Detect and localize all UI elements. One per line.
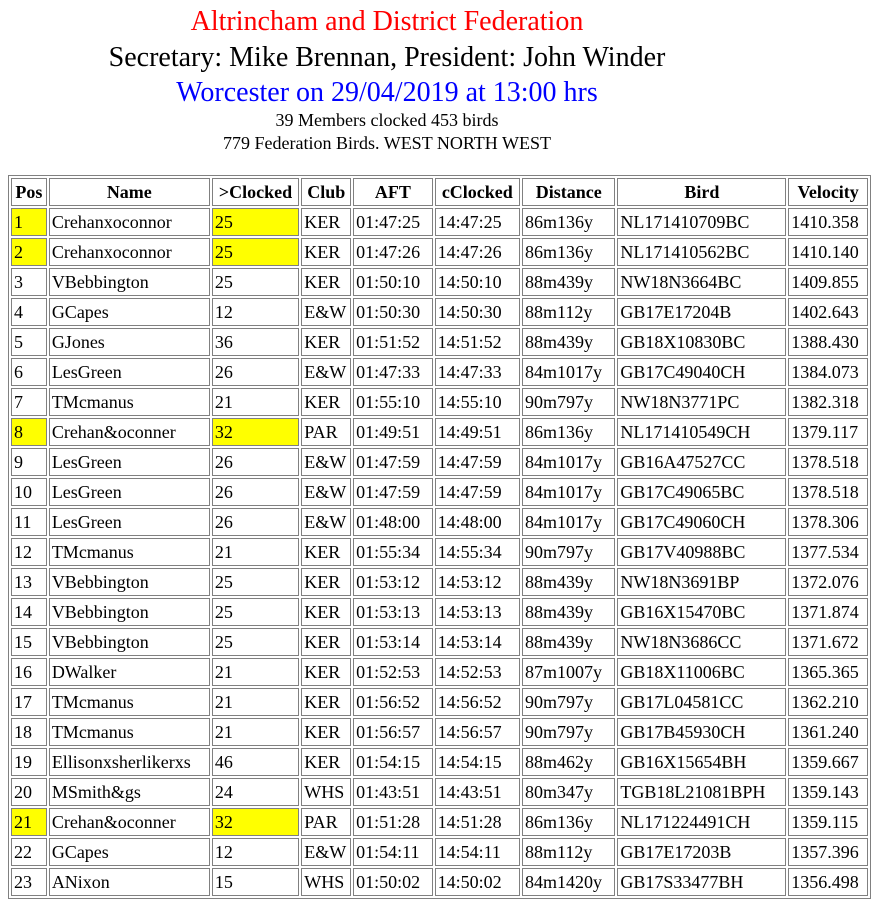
results-body [11, 208, 868, 896]
table-row [11, 268, 868, 296]
cell-aft: 01:50:02 [353, 868, 432, 896]
cell-distance: 90m797y [522, 688, 615, 716]
cell-bird: NW18N3691BP [617, 568, 786, 596]
cell-name: MSmith&gs [49, 778, 210, 806]
cell-pos: 8 [11, 418, 47, 446]
cell-aft: 01:54:15 [353, 748, 432, 776]
cell-clocked: 26 [212, 478, 299, 506]
cell-clocked: 21 [212, 388, 299, 416]
cell-pos: 22 [11, 838, 47, 866]
cell-velocity: 1410.140 [788, 238, 868, 266]
cell-name: TMcmanus [49, 688, 210, 716]
cell-velocity: 1356.498 [788, 868, 868, 896]
cell-pos: 14 [11, 598, 47, 626]
cell-club: E&W [301, 508, 351, 536]
table-row [11, 658, 868, 686]
table-header-row [11, 178, 868, 206]
cell-pos: 9 [11, 448, 47, 476]
column-header-distance: Distance [522, 178, 615, 206]
cell-clocked: 25 [212, 568, 299, 596]
table-row [11, 508, 868, 536]
cell-cclocked: 14:47:25 [435, 208, 520, 236]
cell-distance: 88m112y [522, 298, 615, 326]
cell-bird: GB16A47527CC [617, 448, 786, 476]
cell-cclocked: 14:53:13 [435, 598, 520, 626]
table-row [11, 238, 868, 266]
cell-cclocked: 14:49:51 [435, 418, 520, 446]
cell-pos: 12 [11, 538, 47, 566]
cell-clocked: 32 [212, 808, 299, 836]
cell-bird: TGB18L21081BPH [617, 778, 786, 806]
cell-aft: 01:55:34 [353, 538, 432, 566]
cell-velocity: 1371.874 [788, 598, 868, 626]
cell-clocked: 21 [212, 688, 299, 716]
cell-velocity: 1409.855 [788, 268, 868, 296]
cell-aft: 01:52:53 [353, 658, 432, 686]
cell-distance: 84m1420y [522, 868, 615, 896]
officials-line: Secretary: Mike Brennan, President: John Winder [108, 42, 666, 73]
cell-clocked: 26 [212, 448, 299, 476]
cell-bird: GB17C49065BC [617, 478, 786, 506]
cell-clocked: 36 [212, 328, 299, 356]
cell-name: VBebbington [49, 268, 210, 296]
cell-pos: 16 [11, 658, 47, 686]
table-row [11, 538, 868, 566]
cell-clocked: 25 [212, 268, 299, 296]
cell-aft: 01:49:51 [353, 418, 432, 446]
cell-distance: 88m439y [522, 598, 615, 626]
cell-distance: 88m112y [522, 838, 615, 866]
cell-pos: 13 [11, 568, 47, 596]
cell-distance: 86m136y [522, 238, 615, 266]
cell-cclocked: 14:55:10 [435, 388, 520, 416]
table-row [11, 628, 868, 656]
cell-bird: GB18X10830BC [617, 328, 786, 356]
cell-club: KER [301, 208, 351, 236]
cell-bird: NL171410709BC [617, 208, 786, 236]
cell-club: PAR [301, 808, 351, 836]
column-header-velocity: Velocity [788, 178, 868, 206]
cell-aft: 01:53:14 [353, 628, 432, 656]
cell-clocked: 24 [212, 778, 299, 806]
cell-velocity: 1361.240 [788, 718, 868, 746]
cell-name: Crehan&oconner [49, 808, 210, 836]
table-row [11, 328, 868, 356]
cell-cclocked: 14:56:57 [435, 718, 520, 746]
table-row [11, 748, 868, 776]
cell-distance: 88m462y [522, 748, 615, 776]
cell-velocity: 1410.358 [788, 208, 868, 236]
cell-bird: GB17C49040CH [617, 358, 786, 386]
cell-clocked: 21 [212, 538, 299, 566]
cell-name: ANixon [49, 868, 210, 896]
cell-pos: 21 [11, 808, 47, 836]
table-row [11, 208, 868, 236]
cell-name: VBebbington [49, 628, 210, 656]
cell-velocity: 1378.518 [788, 448, 868, 476]
cell-clocked: 25 [212, 238, 299, 266]
cell-cclocked: 14:54:15 [435, 748, 520, 776]
cell-bird: GB17B45930CH [617, 718, 786, 746]
cell-clocked: 21 [212, 718, 299, 746]
cell-clocked: 25 [212, 598, 299, 626]
cell-velocity: 1377.534 [788, 538, 868, 566]
cell-bird: GB17E17203B [617, 838, 786, 866]
cell-velocity: 1384.073 [788, 358, 868, 386]
cell-club: KER [301, 388, 351, 416]
cell-club: KER [301, 688, 351, 716]
cell-velocity: 1359.667 [788, 748, 868, 776]
cell-pos: 17 [11, 688, 47, 716]
cell-cclocked: 14:47:59 [435, 478, 520, 506]
cell-name: Crehan&oconner [49, 418, 210, 446]
members-summary: 39 Members clocked 453 birds [275, 110, 499, 130]
cell-club: KER [301, 538, 351, 566]
cell-pos: 2 [11, 238, 47, 266]
cell-cclocked: 14:47:26 [435, 238, 520, 266]
cell-velocity: 1379.117 [788, 418, 868, 446]
cell-clocked: 12 [212, 298, 299, 326]
cell-name: LesGreen [49, 448, 210, 476]
table-row [11, 808, 868, 836]
cell-name: LesGreen [49, 478, 210, 506]
cell-distance: 90m797y [522, 718, 615, 746]
cell-clocked: 25 [212, 628, 299, 656]
table-row [11, 718, 868, 746]
cell-aft: 01:55:10 [353, 388, 432, 416]
cell-bird: NL171224491CH [617, 808, 786, 836]
cell-clocked: 25 [212, 208, 299, 236]
cell-aft: 01:47:25 [353, 208, 432, 236]
cell-bird: GB17C49060CH [617, 508, 786, 536]
race-title: Worcester on 29/04/2019 at 13:00 hrs [176, 77, 598, 108]
table-row [11, 418, 868, 446]
cell-club: KER [301, 748, 351, 776]
table-row [11, 568, 868, 596]
cell-aft: 01:54:11 [353, 838, 432, 866]
cell-velocity: 1365.365 [788, 658, 868, 686]
birds-summary: 779 Federation Birds. WEST NORTH WEST [223, 133, 551, 153]
cell-clocked: 26 [212, 358, 299, 386]
cell-club: KER [301, 238, 351, 266]
cell-name: VBebbington [49, 568, 210, 596]
table-row [11, 478, 868, 506]
cell-bird: GB17V40988BC [617, 538, 786, 566]
cell-clocked: 32 [212, 418, 299, 446]
cell-distance: 88m439y [522, 268, 615, 296]
cell-velocity: 1388.430 [788, 328, 868, 356]
cell-distance: 88m439y [522, 628, 615, 656]
cell-aft: 01:47:33 [353, 358, 432, 386]
column-header-club: Club [301, 178, 351, 206]
cell-cclocked: 14:43:51 [435, 778, 520, 806]
cell-clocked: 15 [212, 868, 299, 896]
cell-pos: 18 [11, 718, 47, 746]
cell-pos: 1 [11, 208, 47, 236]
cell-club: KER [301, 328, 351, 356]
cell-club: KER [301, 628, 351, 656]
cell-aft: 01:53:13 [353, 598, 432, 626]
cell-pos: 3 [11, 268, 47, 296]
cell-club: WHS [301, 778, 351, 806]
cell-club: KER [301, 568, 351, 596]
cell-pos: 7 [11, 388, 47, 416]
cell-velocity: 1359.143 [788, 778, 868, 806]
cell-cclocked: 14:55:34 [435, 538, 520, 566]
cell-cclocked: 14:50:10 [435, 268, 520, 296]
cell-club: E&W [301, 358, 351, 386]
table-row [11, 778, 868, 806]
federation-title: Altrincham and District Federation [190, 6, 584, 37]
cell-clocked: 21 [212, 658, 299, 686]
cell-bird: GB16X15470BC [617, 598, 786, 626]
cell-velocity: 1371.672 [788, 628, 868, 656]
table-row [11, 448, 868, 476]
cell-pos: 6 [11, 358, 47, 386]
cell-bird: GB17E17204B [617, 298, 786, 326]
cell-velocity: 1362.210 [788, 688, 868, 716]
cell-bird: NW18N3664BC [617, 268, 786, 296]
cell-pos: 10 [11, 478, 47, 506]
cell-distance: 90m797y [522, 538, 615, 566]
cell-aft: 01:43:51 [353, 778, 432, 806]
cell-velocity: 1372.076 [788, 568, 868, 596]
cell-bird: GB16X15654BH [617, 748, 786, 776]
cell-aft: 01:47:59 [353, 448, 432, 476]
cell-distance: 86m136y [522, 808, 615, 836]
cell-distance: 86m136y [522, 418, 615, 446]
cell-club: KER [301, 598, 351, 626]
table-row [11, 358, 868, 386]
cell-distance: 84m1017y [522, 358, 615, 386]
cell-cclocked: 14:51:28 [435, 808, 520, 836]
table-row [11, 688, 868, 716]
column-header-clocked: >Clocked [212, 178, 299, 206]
column-header-name: Name [49, 178, 210, 206]
cell-name: LesGreen [49, 508, 210, 536]
cell-aft: 01:53:12 [353, 568, 432, 596]
cell-club: KER [301, 268, 351, 296]
cell-velocity: 1382.318 [788, 388, 868, 416]
cell-cclocked: 14:50:30 [435, 298, 520, 326]
cell-aft: 01:50:30 [353, 298, 432, 326]
cell-name: Crehanxoconnor [49, 238, 210, 266]
cell-cclocked: 14:51:52 [435, 328, 520, 356]
cell-cclocked: 14:53:14 [435, 628, 520, 656]
cell-name: TMcmanus [49, 718, 210, 746]
cell-name: VBebbington [49, 598, 210, 626]
cell-clocked: 46 [212, 748, 299, 776]
cell-pos: 19 [11, 748, 47, 776]
cell-bird: GB17L04581CC [617, 688, 786, 716]
cell-name: TMcmanus [49, 538, 210, 566]
cell-bird: NW18N3686CC [617, 628, 786, 656]
cell-cclocked: 14:56:52 [435, 688, 520, 716]
cell-club: E&W [301, 298, 351, 326]
cell-pos: 23 [11, 868, 47, 896]
cell-aft: 01:51:52 [353, 328, 432, 356]
cell-club: E&W [301, 838, 351, 866]
column-header-cclocked: cClocked [435, 178, 520, 206]
cell-name: Ellisonxsherlikerxs [49, 748, 210, 776]
cell-distance: 90m797y [522, 388, 615, 416]
cell-club: KER [301, 658, 351, 686]
cell-clocked: 26 [212, 508, 299, 536]
cell-distance: 88m439y [522, 328, 615, 356]
cell-name: LesGreen [49, 358, 210, 386]
cell-cclocked: 14:47:59 [435, 448, 520, 476]
cell-distance: 84m1017y [522, 448, 615, 476]
cell-cclocked: 14:48:00 [435, 508, 520, 536]
cell-club: KER [301, 718, 351, 746]
cell-aft: 01:56:52 [353, 688, 432, 716]
column-header-pos: Pos [11, 178, 47, 206]
cell-club: PAR [301, 418, 351, 446]
cell-pos: 11 [11, 508, 47, 536]
cell-club: E&W [301, 478, 351, 506]
cell-bird: NL171410549CH [617, 418, 786, 446]
cell-club: E&W [301, 448, 351, 476]
cell-pos: 20 [11, 778, 47, 806]
table-row [11, 868, 868, 896]
cell-cclocked: 14:50:02 [435, 868, 520, 896]
cell-cclocked: 14:47:33 [435, 358, 520, 386]
cell-velocity: 1378.306 [788, 508, 868, 536]
cell-bird: GB18X11006BC [617, 658, 786, 686]
cell-aft: 01:50:10 [353, 268, 432, 296]
cell-velocity: 1357.396 [788, 838, 868, 866]
cell-distance: 87m1007y [522, 658, 615, 686]
cell-velocity: 1402.643 [788, 298, 868, 326]
table-row [11, 388, 868, 416]
cell-cclocked: 14:52:53 [435, 658, 520, 686]
cell-distance: 88m439y [522, 568, 615, 596]
column-header-bird: Bird [617, 178, 786, 206]
cell-cclocked: 14:54:11 [435, 838, 520, 866]
cell-cclocked: 14:53:12 [435, 568, 520, 596]
cell-pos: 15 [11, 628, 47, 656]
results-table [8, 175, 871, 899]
cell-aft: 01:56:57 [353, 718, 432, 746]
cell-pos: 5 [11, 328, 47, 356]
cell-bird: NW18N3771PC [617, 388, 786, 416]
cell-distance: 86m136y [522, 208, 615, 236]
table-row [11, 598, 868, 626]
cell-name: DWalker [49, 658, 210, 686]
column-header-aft: AFT [353, 178, 432, 206]
cell-club: WHS [301, 868, 351, 896]
cell-aft: 01:47:26 [353, 238, 432, 266]
table-row [11, 838, 868, 866]
table-row [11, 298, 868, 326]
cell-name: Crehanxoconnor [49, 208, 210, 236]
cell-pos: 4 [11, 298, 47, 326]
cell-aft: 01:51:28 [353, 808, 432, 836]
cell-clocked: 12 [212, 838, 299, 866]
cell-distance: 80m347y [522, 778, 615, 806]
cell-distance: 84m1017y [522, 478, 615, 506]
cell-bird: NL171410562BC [617, 238, 786, 266]
cell-velocity: 1378.518 [788, 478, 868, 506]
cell-velocity: 1359.115 [788, 808, 868, 836]
cell-name: TMcmanus [49, 388, 210, 416]
cell-distance: 84m1017y [522, 508, 615, 536]
cell-name: GCapes [49, 298, 210, 326]
cell-aft: 01:48:00 [353, 508, 432, 536]
cell-aft: 01:47:59 [353, 478, 432, 506]
cell-name: GCapes [49, 838, 210, 866]
cell-name: GJones [49, 328, 210, 356]
cell-bird: GB17S33477BH [617, 868, 786, 896]
